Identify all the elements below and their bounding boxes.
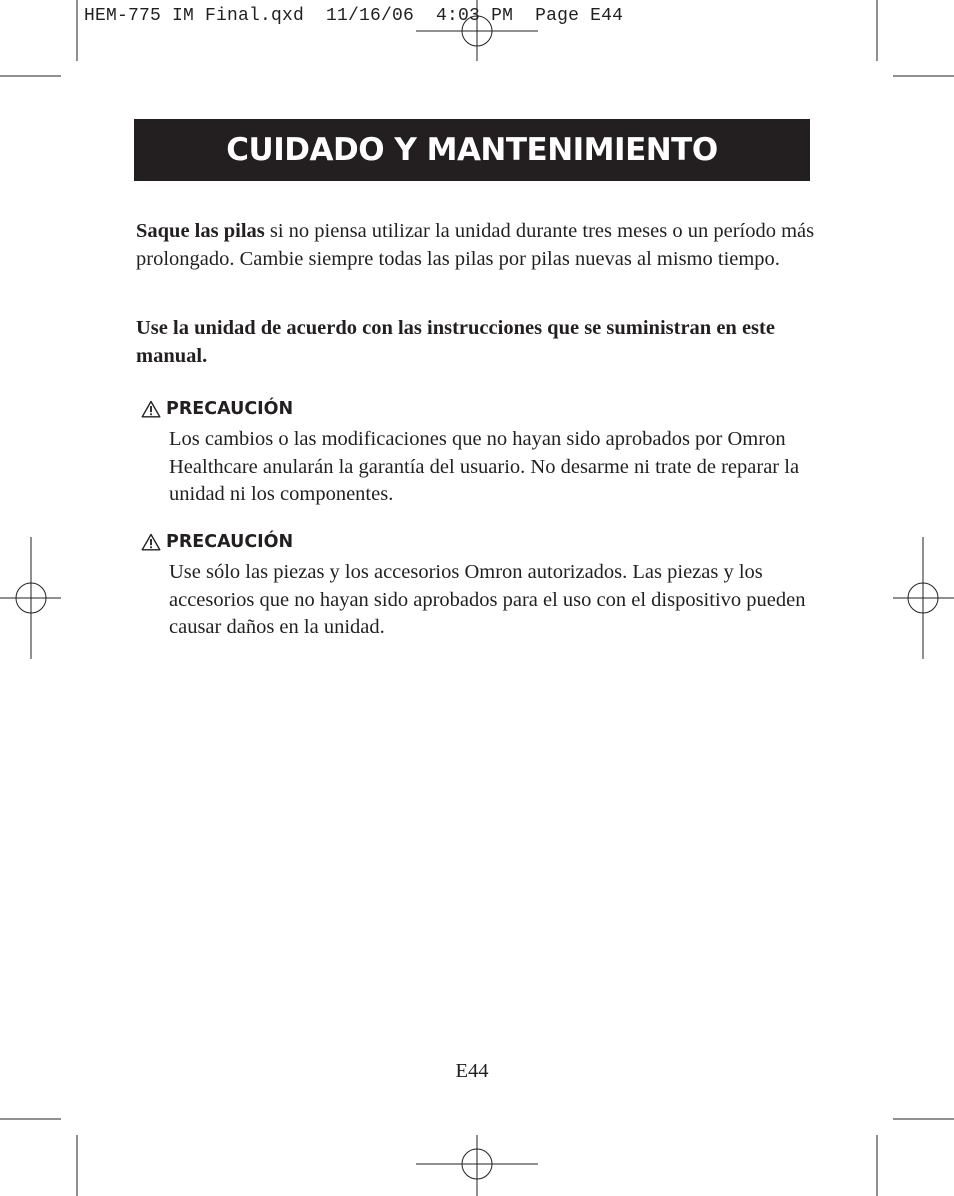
warning-triangle-icon [141,533,161,551]
page-number: E44 [455,1060,489,1082]
caution-text-2: Use sólo las piezas y los accesorios Omron autorizados. Las piezas y los accesorios que no hayan sido aprobados para el uso con el dispositivo pueden causar daños en la unidad. [169,561,806,638]
usage-instruction-paragraph: Use la unidad de acuerdo con las instrucciones que se suministran en este manual. [136,317,775,367]
warning-triangle-icon [141,400,161,418]
battery-paragraph [136,218,816,273]
battery-lead-bold: Saque las pilas [136,220,265,242]
caution-text-1: Los cambios o las modificaciones que no hayan sido aprobados por Omron Healthcare anularán la garantía del usuario. No desarme ni trate de reparar la unidad ni los componentes. [169,428,800,505]
section-title: CUIDADO Y MANTENIMIENTO [226,132,718,168]
caution-heading-1 [141,399,293,419]
section-banner [134,119,810,181]
caution-label: PRECAUCIÓN [166,532,294,552]
battery-paragraph-text: si no piensa utilizar la unidad durante tres meses o un período más prolongado. Cambie siempre todas las pilas por pilas nuevas al mismo tiempo. [136,220,815,270]
caution-label: PRECAUCIÓN [166,399,294,419]
caution-heading-2 [141,532,293,552]
print-slug-line: HEM-775 IM Final.qxd 11/16/06 4:03 PM Page E44 [84,6,624,26]
